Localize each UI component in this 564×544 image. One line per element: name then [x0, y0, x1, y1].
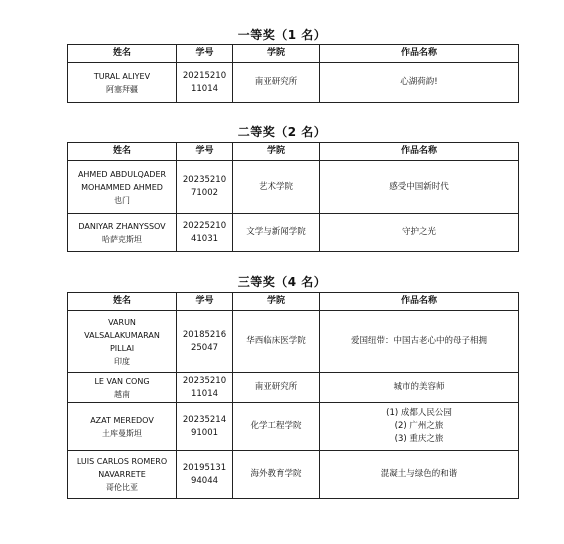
- student-id-part2: 71002: [190, 188, 219, 198]
- college-cell: 艺术学院: [233, 161, 320, 214]
- student-id-part1: 20185216: [182, 329, 227, 340]
- college-cell: 海外教育学院: [233, 451, 320, 499]
- student-id-cell: [177, 311, 233, 373]
- name-cell: [68, 161, 177, 214]
- student-id-part2: 41031: [190, 233, 219, 244]
- header-name: 姓名: [68, 293, 177, 311]
- nationality: 阿塞拜疆: [106, 84, 138, 94]
- header-student-id: 学号: [177, 293, 233, 311]
- nationality: 印度: [114, 356, 130, 366]
- table-row: [68, 403, 519, 451]
- work-title-item: (2) 广州之旅: [394, 421, 444, 431]
- student-name-line2: VALSALAKUMARAN: [84, 330, 160, 340]
- work-title-item: (3) 重庆之旅: [394, 434, 444, 444]
- student-name-line1: LUIS CARLOS ROMERO: [76, 457, 168, 466]
- student-id-cell: [177, 451, 233, 499]
- name-cell: [68, 63, 177, 103]
- name-cell: [68, 373, 177, 403]
- nationality: 也门: [114, 195, 130, 205]
- name-cell: [68, 214, 177, 252]
- student-id-part1: 20235210: [182, 375, 227, 386]
- student-id-cell: [177, 373, 233, 403]
- name-cell: [68, 451, 177, 499]
- student-name-line2: MOHAMMED AHMED: [81, 182, 163, 192]
- table-row: [68, 373, 519, 403]
- header-name: 姓名: [68, 143, 177, 161]
- work-title-cell: 混凝土与绿色的和谐: [320, 451, 519, 499]
- college-cell: 化学工程学院: [233, 403, 320, 451]
- student-id-cell: [177, 63, 233, 103]
- header-work-title: 作品名称: [320, 45, 519, 63]
- college-cell: 华西临床医学院: [233, 311, 320, 373]
- name-cell: [68, 403, 177, 451]
- second-prize-title: 二等奖（2 名）: [237, 125, 327, 139]
- table-row: [68, 63, 519, 103]
- work-title-cell: [320, 403, 519, 451]
- work-title-item: (1) 成都人民公园: [386, 408, 452, 418]
- first-prize-title: 一等奖（1 名）: [237, 28, 327, 42]
- header-work-title: 作品名称: [320, 293, 519, 311]
- second-prize-table: [67, 142, 519, 252]
- table-header-row: [68, 293, 519, 311]
- header-name: 姓名: [68, 45, 177, 63]
- student-name: LE VAN CONG: [94, 376, 150, 386]
- student-id-part2: 94044: [190, 475, 219, 486]
- student-id-part1: 20225210: [182, 220, 227, 231]
- student-id-cell: [177, 403, 233, 451]
- student-id-part1: 20235214: [182, 414, 227, 425]
- work-title-cell: 城市的美容师: [320, 373, 519, 403]
- student-name-line1: AHMED ABDULQADER: [77, 169, 167, 179]
- nationality: 土库曼斯坦: [102, 428, 142, 438]
- student-id-cell: [177, 161, 233, 214]
- student-name: TURAL ALIYEV: [93, 71, 151, 81]
- header-college: 学院: [233, 45, 320, 63]
- college-cell: 文学与新闻学院: [233, 214, 320, 252]
- first-prize-table: [67, 44, 519, 103]
- table-row: [68, 214, 519, 252]
- nationality: 哈萨克斯坦: [102, 234, 142, 244]
- third-prize-table: [67, 292, 519, 499]
- student-name-line3: PILLAI: [109, 343, 135, 353]
- work-title-cell: 感受中国新时代: [320, 161, 519, 214]
- header-student-id: 学号: [177, 45, 233, 63]
- student-id-part2: 91001: [190, 427, 219, 438]
- work-title-cell: 守护之光: [320, 214, 519, 252]
- student-id-part1: 20195131: [182, 462, 227, 473]
- student-name: DANIYAR ZHANYSSOV: [78, 221, 166, 231]
- work-title-cell: 心湖荷韵!: [320, 63, 519, 103]
- header-college: 学院: [233, 143, 320, 161]
- student-id-part1: 20215210: [182, 70, 227, 81]
- table-header-row: [68, 143, 519, 161]
- header-college: 学院: [233, 293, 320, 311]
- nationality: 哥伦比亚: [106, 483, 138, 492]
- table-header-row: [68, 45, 519, 63]
- student-name: AZAT MEREDOV: [90, 415, 154, 425]
- student-id-part2: 11014: [190, 388, 219, 399]
- third-prize-title: 三等奖（4 名）: [237, 275, 327, 289]
- table-row: [68, 161, 519, 214]
- student-id-part2: 11014: [190, 83, 219, 94]
- student-id-part1: 20235210: [182, 175, 227, 185]
- student-name-line2: NAVARRETE: [98, 470, 146, 479]
- work-title-cell: 爱国纽带：中国古老心中的母子相拥: [320, 311, 519, 373]
- student-id-part2: 25047: [190, 342, 219, 353]
- header-student-id: 学号: [177, 143, 233, 161]
- student-id-cell: [177, 214, 233, 252]
- table-row: [68, 451, 519, 499]
- table-row: [68, 311, 519, 373]
- college-cell: 南亚研究所: [233, 63, 320, 103]
- college-cell: 南亚研究所: [233, 373, 320, 403]
- name-cell: [68, 311, 177, 373]
- header-work-title: 作品名称: [320, 143, 519, 161]
- student-name-line1: VARUN: [108, 317, 136, 327]
- nationality: 越南: [114, 389, 130, 399]
